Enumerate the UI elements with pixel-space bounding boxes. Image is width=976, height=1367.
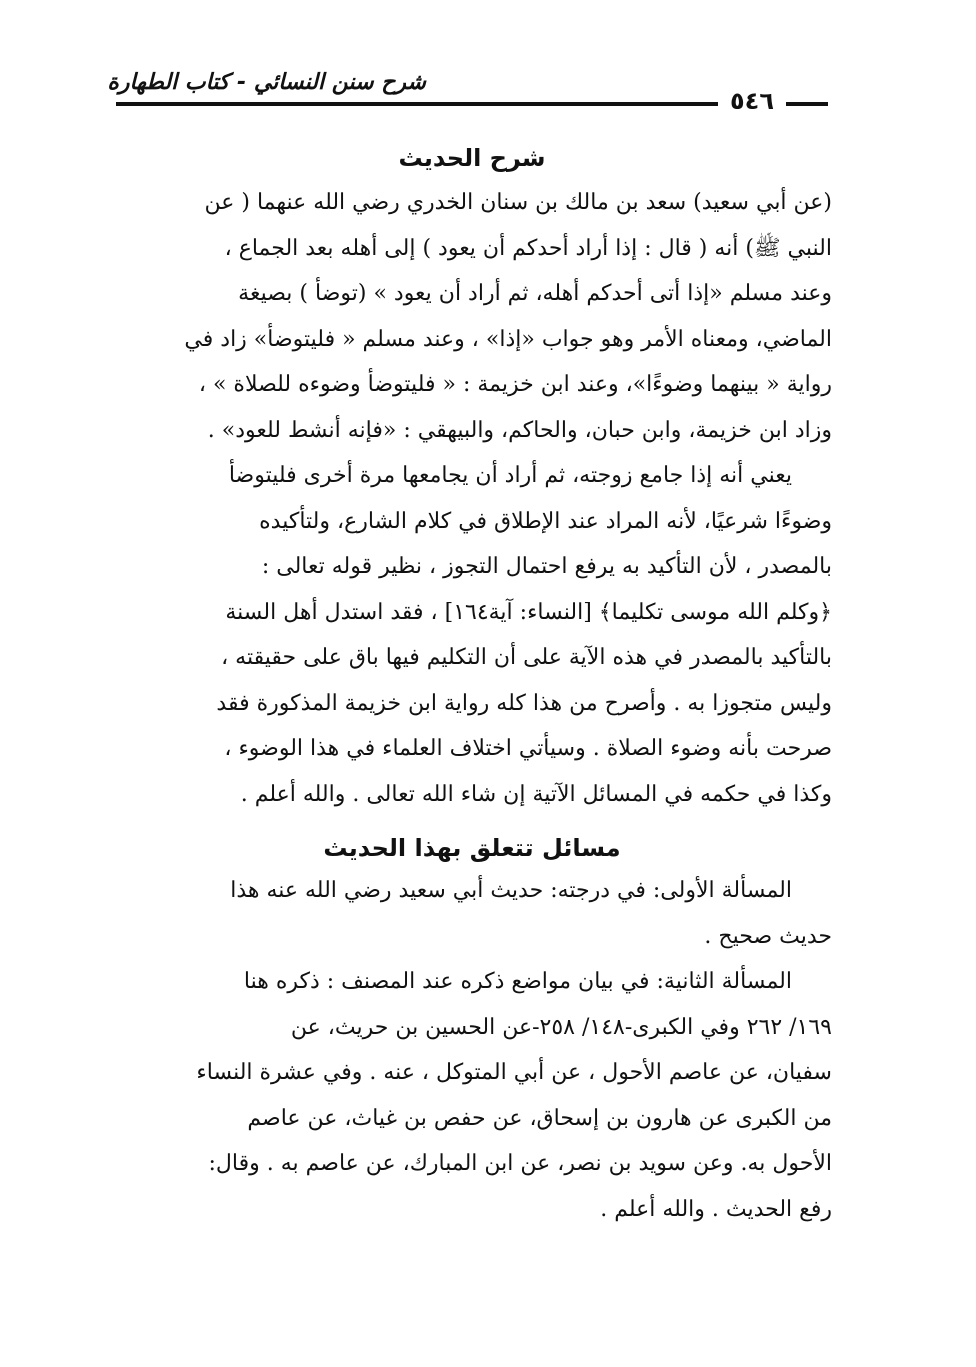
issue-line: المسألة الأولى: في درجته: حديث أبي سعيد رضي الله عنه هذا	[230, 878, 792, 903]
text-line: النبي ﷺ) أنه ( قال : إذا أراد أحدكم أن يعود ) إلى أهله بعد الجماع ،	[224, 235, 832, 261]
text-line: صرحت بأنه وضوء الصلاة . وسيأتي اختلاف العلماء في هذا الوضوء ،	[224, 736, 832, 761]
hadith-explanation-text	[116, 180, 832, 817]
issue-line: رفع الحديث . والله أعلم .	[600, 1196, 832, 1222]
text-line: وضوءًا شرعيًا، لأنه المراد عند الإطلاق في كلام الشارع، ولتأكيده	[259, 508, 832, 534]
running-title: شرح سنن النسائي - كتاب الطهارة	[107, 70, 426, 95]
text-line: وعند مسلم «إذا أتى أحدكم أهله، ثم أراد أن يعود » (توضأ ) بصيغة	[238, 281, 832, 306]
issue-line: ١٦٩/ ٢٦٢ وفي الكبرى-١٤٨/ ٢٥٨-عن الحسين بن حريث، عن	[290, 1014, 832, 1040]
text-line: (عن أبي سعيد) سعد بن مالك بن سنان الخدري رضي الله عنهما ( عن	[204, 190, 832, 215]
issue-line: الأحول به. وعن سويد بن نصر، عن ابن المبارك، عن عاصم به . وقال:	[208, 1151, 832, 1176]
issue-line: من الكبرى عن هارون بن إسحاق، عن حفص بن غياث، عن عاصم	[247, 1105, 832, 1131]
text-line: ﴿وكلم الله موسى تكليما﴾ [النساء: آية١٦٤] ، فقد استدل أهل السنة	[225, 599, 832, 625]
section-heading-related-issues: مسائل تتعلق بهذا الحديث	[323, 834, 621, 862]
text-line: رواية « بينهما وضوءًا»، وعند ابن خزيمة : « فليتوضأ وضوءه للصلاة » ،	[198, 372, 832, 397]
text-line: وليس متجوزا به . وأصرح من هذا كله رواية ابن خزيمة المذكورة فقد	[216, 690, 832, 716]
issue-line: سفيان، عن عاصم الأحول ، عن أبي المتوكل ، عنه . وفي عشرة النساء	[196, 1060, 832, 1085]
header-rule-stub	[790, 102, 828, 106]
text-line: الماضي، ومعناه الأمر وهو جواب «إذا» ، وعند مسلم « فليتوضأ» زاد في	[184, 326, 832, 352]
issue-line: حديث صحيح .	[704, 923, 832, 949]
text-line: وكذا في حكمه في المسائل الآتية إن شاء الله تعالى . والله أعلم .	[240, 781, 832, 807]
issues-text	[116, 868, 832, 1232]
section-heading-hadith-explanation: شرح الحديث	[398, 144, 546, 172]
text-line: بالمصدر ، لأن التأكيد به يرفع احتمال التجوز ، نظير قوله تعالى :	[261, 554, 832, 579]
issue-line: المسألة الثانية: في بيان مواضع ذكره عند المصنف : ذكره هنا	[243, 969, 792, 994]
text-line: يعني أنه إذا جامع زوجته، ثم أراد أن يجامعها مرة أخرى فليتوضأ	[228, 463, 792, 488]
page-number: ٥٤٦	[718, 86, 786, 116]
text-line: وزاد ابن خزيمة، وابن حبان، والحاكم، والبيهقي : «فإنه أنشط للعود» .	[207, 417, 832, 443]
text-line: بالتأكيد بالمصدر في هذه الآية على أن التكليم فيها باق على حقيقته ،	[221, 645, 832, 670]
